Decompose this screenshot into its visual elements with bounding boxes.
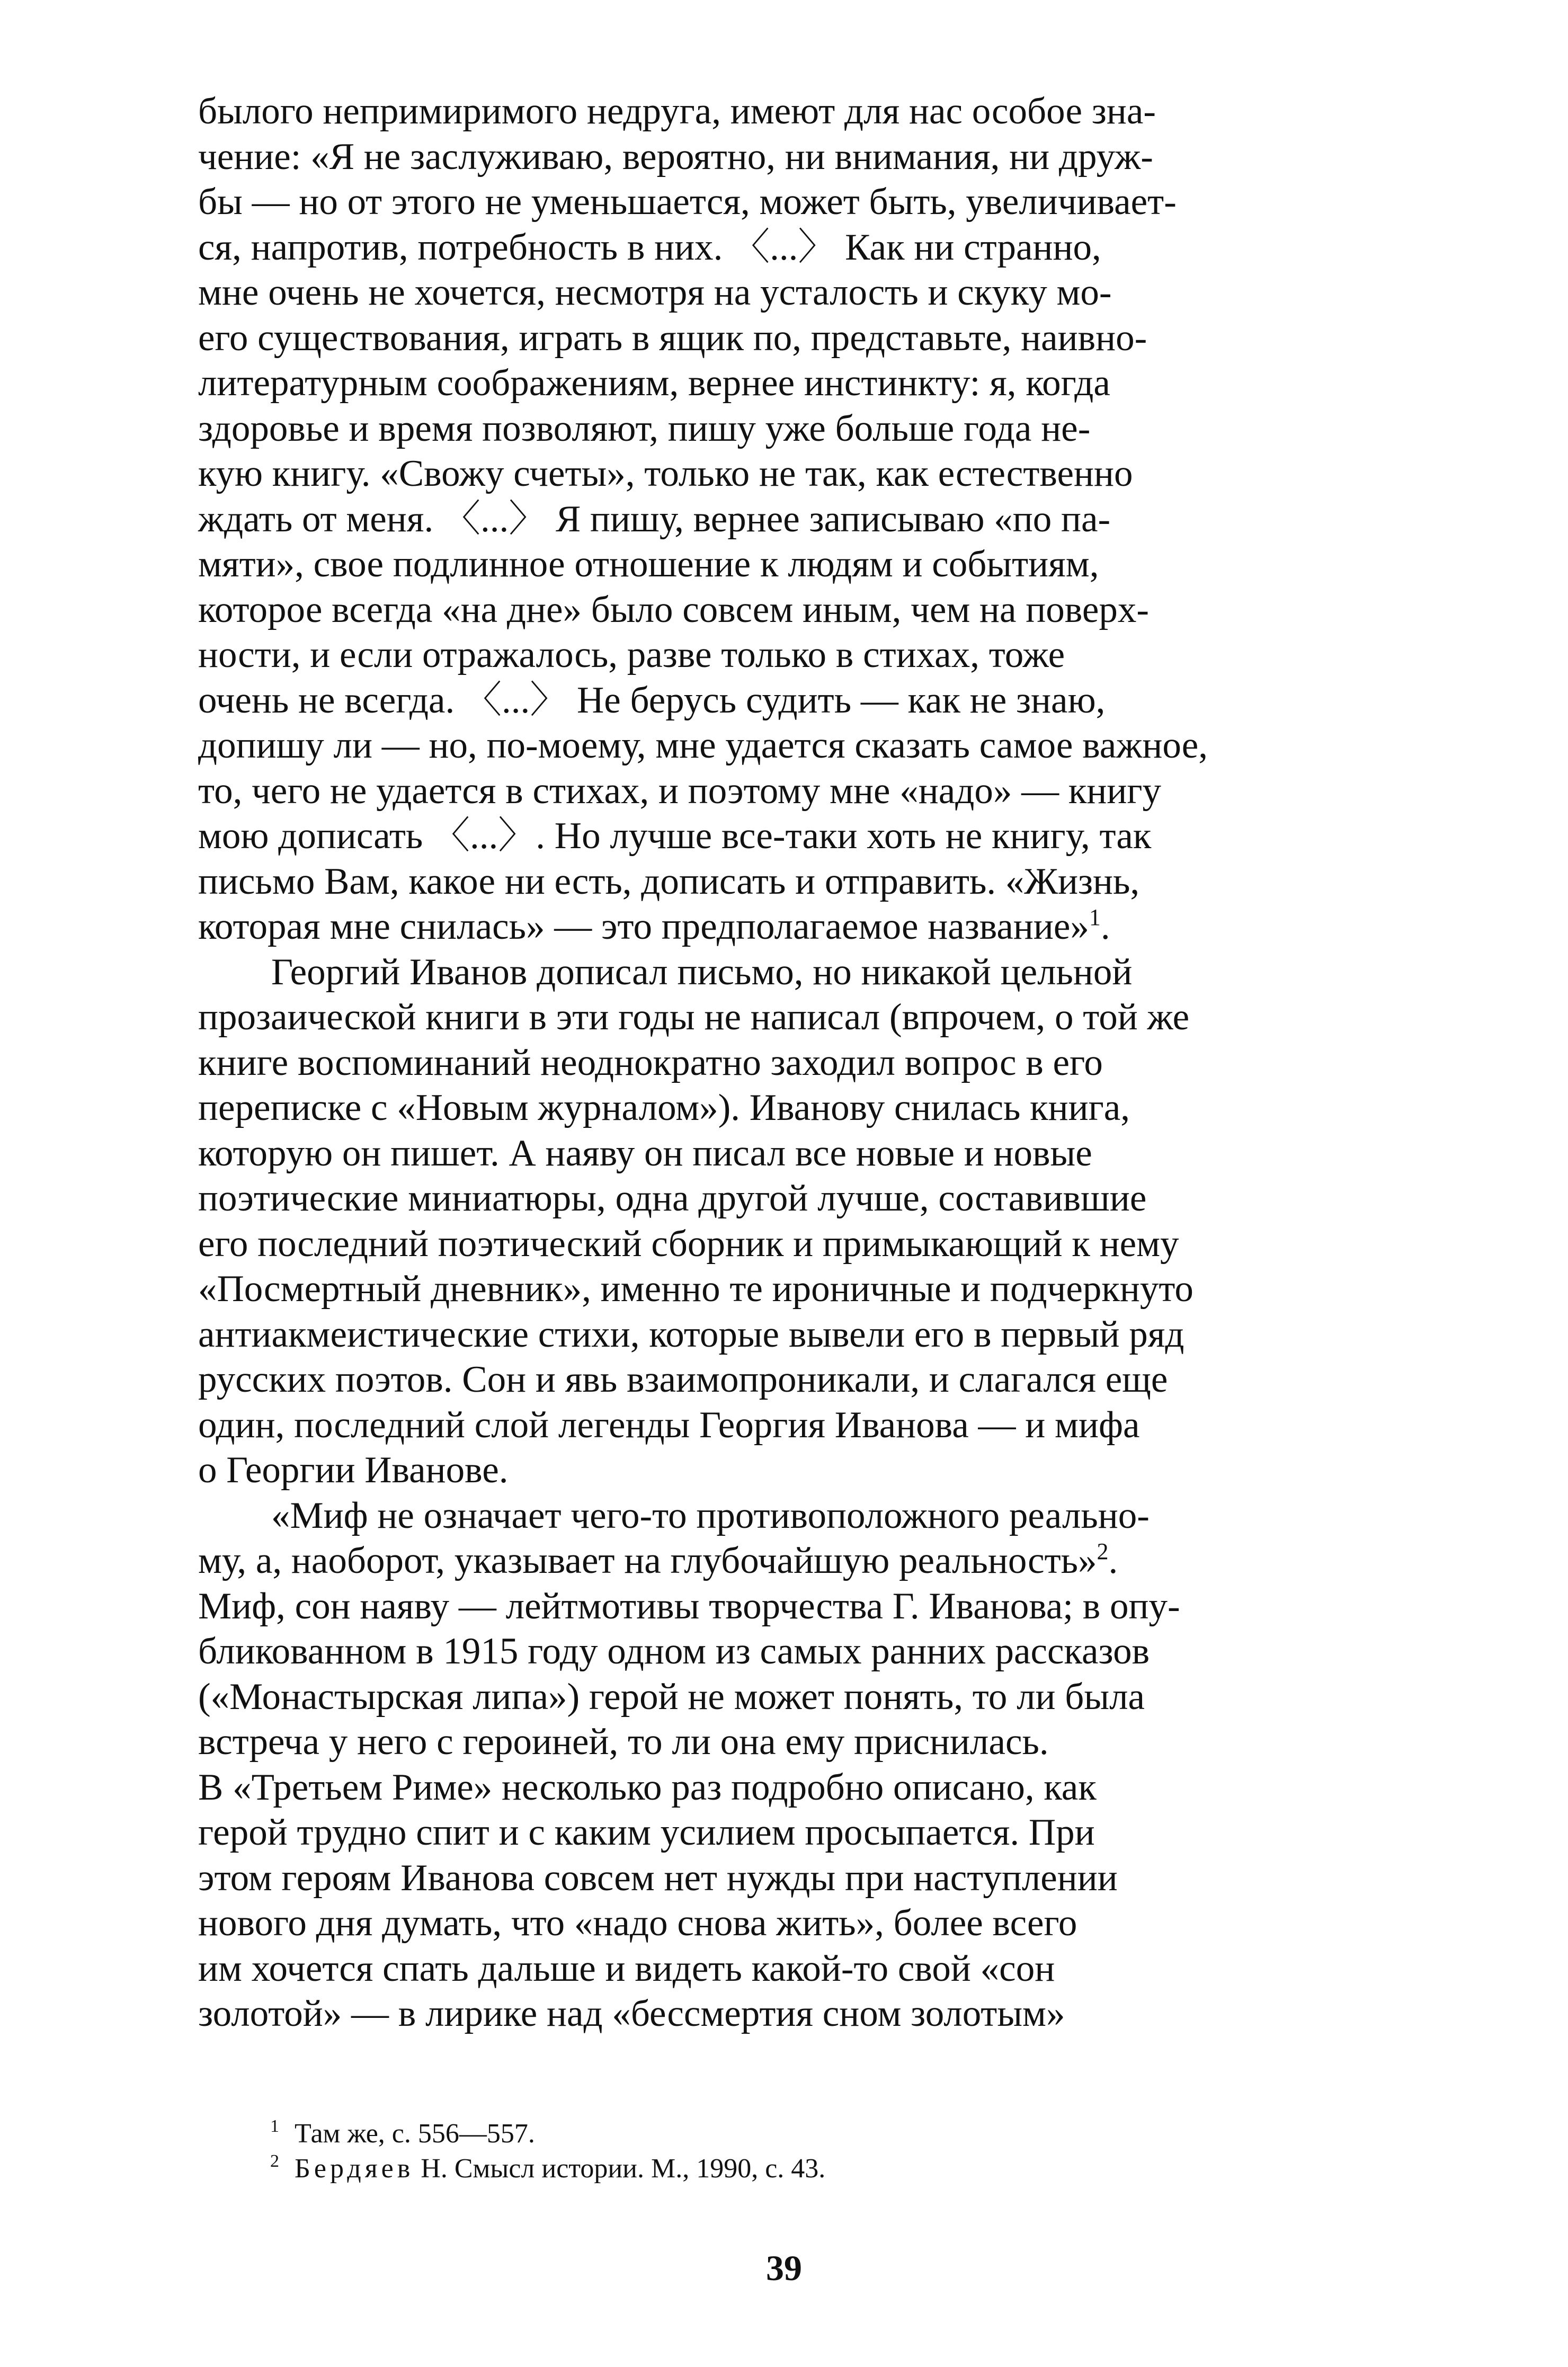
text-line: «Миф не означает чего-то противоположного реально-: [271, 1494, 1150, 1536]
text-line: поэтические миниатюры, одна другой лучше, составившие: [198, 1178, 1147, 1219]
text-line: мяти», свое подлинное отношение к людям и событиям,: [198, 544, 1099, 585]
text-line: [198, 1538, 1371, 1584]
text-line: им хочется спать дальше и видеть какой-то свой «сон: [198, 1947, 1055, 1989]
text-line: встреча у него с героиней, то ли она ему приснилась.: [198, 1721, 1049, 1763]
text-line: Миф, сон наяву — лейтмотивы творчества Г. Иванова; в опу-: [198, 1585, 1180, 1627]
text-line-tail: .: [1100, 906, 1110, 947]
text-line: этом героям Иванова совсем нет нужды при наступлении: [198, 1857, 1118, 1899]
footnote-text: Там же, с. 556—557.: [295, 2119, 535, 2149]
text-line: русских поэтов. Сон и явь взаимопроникали, и слагался еще: [198, 1359, 1168, 1400]
footnote-ref-1[interactable]: 1: [1089, 904, 1101, 930]
page-number: 39: [766, 2248, 802, 2288]
paragraph-2: [198, 950, 1371, 1493]
text-line: ности, и если отражалось, разве только в стихах, тоже: [198, 634, 1065, 675]
text-line: которую он пишет. А наяву он писал все новые и новые: [198, 1132, 1092, 1174]
text-line: книге воспоминаний неоднократно заходил вопрос в его: [198, 1042, 1103, 1083]
text-line: [198, 904, 1371, 950]
text-line: былого непримиримого недруга, имеют для нас особое зна-: [198, 91, 1156, 132]
paragraph-1: [198, 89, 1371, 950]
text-line-content: которая мне снилась» — это предполагаемое название»: [198, 906, 1089, 947]
text-line: которое всегда «на дне» было совсем иным, чем на поверх-: [198, 589, 1150, 630]
text-line: литературным соображениям, вернее инстинкту: я, когда: [198, 362, 1110, 404]
text-line: кую книгу. «Свожу счеты», только не так, как естественно: [198, 453, 1133, 494]
text-line: герой трудно спит и с каким усилием просыпается. При: [198, 1812, 1095, 1853]
text-line: антиакмеистические стихи, которые вывели его в первый ряд: [198, 1313, 1184, 1355]
text-line: о Георгии Иванове.: [198, 1449, 509, 1491]
footnotes: [270, 2116, 1330, 2186]
text-line: его существования, играть в ящик по, представьте, наивно-: [198, 317, 1147, 359]
footnote-text: Н. Смысл истории. М., 1990, с. 43.: [414, 2154, 826, 2184]
body-text: [198, 89, 1371, 2037]
text-line: письмо Вам, какое ни есть, дописать и отправить. «Жизнь,: [198, 860, 1140, 902]
text-line: мне очень не хочется, несмотря на усталость и скуку мо-: [198, 272, 1112, 313]
text-line: бы — но от этого не уменьшается, может быть, увеличивает-: [198, 181, 1177, 223]
text-line-tail: .: [1108, 1540, 1118, 1581]
text-line: здоровье и время позволяют, пишу уже больше года не-: [198, 407, 1091, 449]
text-line: его последний поэтический сборник и примыкающий к нему: [198, 1223, 1179, 1265]
text-line: то, чего не удается в стихах, и поэтому мне «надо» — книгу: [198, 770, 1161, 812]
text-line: золотой» — в лирике над «бессмертия сном золотым»: [198, 1993, 1065, 2034]
text-line: («Монастырская липа») герой не может понять, то ли была: [198, 1676, 1145, 1718]
footnote-author: Бердяев: [295, 2154, 414, 2184]
text-line: бликованном в 1915 году одном из самых ранних рассказов: [198, 1631, 1150, 1672]
text-line: ждать от меня. 〈...〉 Я пишу, вернее записываю «по па-: [198, 498, 1111, 540]
text-line: допишу ли — но, по-моему, мне удается сказать самое важное,: [198, 725, 1208, 766]
text-line: В «Третьем Риме» несколько раз подробно описано, как: [198, 1766, 1097, 1808]
text-line: ся, напротив, потребность в них. 〈...〉 Как ни странно,: [198, 226, 1101, 268]
paragraph-3: [198, 1493, 1371, 2037]
text-line: прозаической книги в эти годы не написал (впрочем, о той же: [198, 996, 1190, 1038]
text-line: переписке с «Новым журналом»). Иванову снилась книга,: [198, 1087, 1130, 1128]
footnote-1: 1 Там же, с. 556—557.: [270, 2116, 535, 2149]
text-line: один, последний слой легенды Георгия Иванова — и мифа: [198, 1404, 1140, 1446]
text-line: чение: «Я не заслуживаю, вероятно, ни внимания, ни друж-: [198, 136, 1153, 177]
footnote-ref-2[interactable]: 2: [1097, 1538, 1109, 1564]
text-line: нового дня думать, что «надо снова жить», более всего: [198, 1902, 1077, 1944]
text-line-content: му, а, наоборот, указывает на глубочайшую реальность»: [198, 1540, 1097, 1581]
footnote-2: 2 Бердяев Н. Смысл истории. М., 1990, с. 43.: [270, 2151, 826, 2184]
text-line: «Посмертный дневник», именно те ироничные и подчеркнуто: [198, 1268, 1193, 1310]
text-line: мою дописать 〈...〉. Но лучше все-таки хоть не книгу, так: [198, 815, 1152, 857]
text-line: Георгий Иванов дописал письмо, но никакой цельной: [271, 951, 1133, 993]
text-line: очень не всегда. 〈...〉 Не берусь судить — как не знаю,: [198, 679, 1106, 721]
